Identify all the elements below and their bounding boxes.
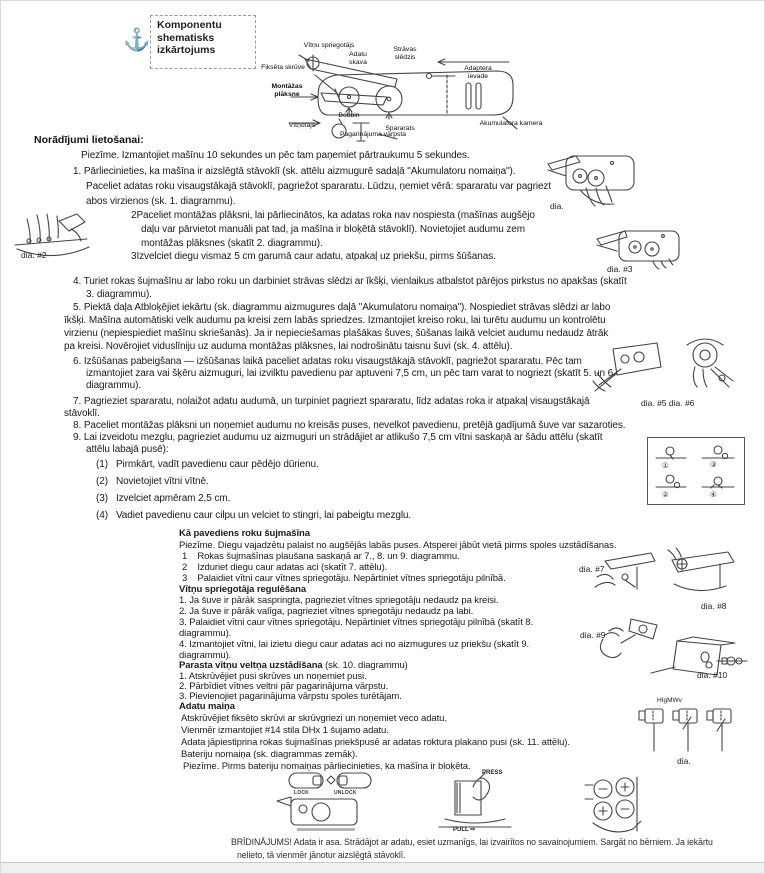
illustration-needles (639, 703, 739, 755)
illustration-batteries (583, 775, 647, 841)
dia1-label: dia. (550, 201, 564, 211)
text-line: 1. Atskrūvējiet pusi skrūves un noņemiet pusi. (179, 671, 367, 682)
text-line: 2Paceliet montāžas plāksni, lai pārliecinātos, ka adatas roka nav nospiesta (mašīnas augšējo (131, 210, 535, 221)
text-line: īkšķi. Mašīna automātiski velk audumu pa kreisi zem labās spriedzes. Izmantojiet kreiso roku, lai turētu audumu un kontrolētu (64, 315, 606, 326)
text-line: Piezīme. Izmantojiet mašīnu 10 sekundes un pēc tam paņemiet pārtraukumu 5 sekundes. (81, 150, 470, 161)
knot-steps-box (647, 437, 745, 505)
press-label: PRESS (482, 770, 503, 776)
box-line: izkārtojums (157, 44, 216, 56)
text-line: diagrammu). (179, 650, 232, 661)
illustration-dia2-hand (11, 205, 95, 255)
knot-step-line: (4) Vadiet pavedienu caur cilpu un velciet to stingri, lai pabeigtu mezglu. (96, 510, 412, 521)
box-line: shematisks (157, 31, 215, 44)
illustration-press-pull (433, 767, 535, 839)
anchor-icon: ⚓ (123, 27, 151, 52)
label-fixed-screw: Fiksēta skrūve (261, 64, 305, 71)
label-extension-shaft: Pagarinājuma vārpsta (339, 131, 407, 138)
needle-heading: Adatu maiņa (179, 701, 235, 712)
text-line: pa kreisi. Novērojiet viduslīniju uz auduma montāžas plāksnes, lai nodrošinātu taisnu šuvi (sk. 4. attēlu). (64, 341, 513, 352)
spool-heading-line (179, 660, 408, 671)
label-bobbin: Bobbin (338, 112, 360, 119)
text-line: 3. diagrammu). (86, 289, 152, 300)
label-threader: Vītņotājs (288, 122, 316, 129)
text-line: abos virzienos (sk. 1. diagrammu). (86, 196, 236, 207)
box-line: Komponentu (157, 19, 222, 31)
text-line: 2. Ja šuve ir pārāk valīga, pagrieziet vītnes spriegotāju nedaudz pa labi. (179, 606, 474, 617)
text-line: 4. Turiet rokas šujmašīnu ar labo roku un darbiniet strāvas slēdzi ar īkšķi, vienlaikus atbalstot pārējos pirkstus no apakšas (skatīt (73, 276, 627, 287)
text-line: montāžas plāksnes (skatīt 2. diagrammu). (141, 238, 323, 249)
text-line: 3Izvelciet diegu vismaz 5 cm garumā caur adatu, atpakaļ uz priekšu, pirms šūšanas. (131, 251, 496, 262)
text-line: 9. Lai izveidotu mezglu, pagrieziet audumu uz aizmuguri un strādājiet ar atlikušo 7,5 cm vītni saskaņā ar šādu attēlu (skatīt (73, 432, 603, 443)
illustration-dia1-hand-machine (546, 148, 643, 206)
text-line: Paceliet adatas roku visaugstākajā stāvoklī, pagriežot spararatu. Lūdzu, ņemiet vērā: spararatu var pagriezt (86, 181, 552, 192)
tension-heading: Vītņu spriegotāja regulēšana (179, 584, 307, 595)
warning-line: nelieto, tā vienmēr jānotur aizslēgtā stāvoklī. (237, 850, 406, 860)
illustration-lock-unlock (275, 771, 391, 835)
illustration-dia3 (595, 227, 683, 269)
usage-heading: Norādījumi lietošanai: (34, 134, 144, 146)
knot-step-number: ① (662, 461, 669, 470)
text-line: 6. Izšūšanas pabeigšana — izšūšanas laikā paceliet adatas roku visaugstākajā stāvoklī, pagriežot spararatu. Pēc tam (73, 356, 582, 367)
needles-caption: HIgMWv (657, 697, 682, 704)
illustration-dia8 (664, 544, 744, 600)
label-needle-clamp: Adatu skava (349, 51, 367, 66)
knot-step-line: (1) Pirmkārt, vadīt pavedienu caur pēdējo dūrienu. (96, 459, 319, 470)
label-mounting-plate: Montāžas plāksne (271, 83, 303, 98)
text-line: 5. Piektā daļa Atbloķējiet iekārtu (sk. diagrammu aizmugures daļā "Akumulatoru nomaiņa"). Nospiediet strāvas slēdzi ar labo (73, 302, 611, 313)
dia3-label: dia. #3 (607, 264, 633, 274)
text-line: izmantojiet zara vai šķēru aizmuguri, lai izvilktu pavedienu par aptuveni 7,5 cm, un pēc tam varat to nogriezt (skatīt 5. un 6. (86, 368, 616, 379)
text-line: Piezīme. Pirms bateriju nomaiņas pārliecinieties, ka mašīna ir bloķēta. (183, 761, 471, 772)
unlock-label: UNLOCK (334, 790, 357, 796)
text-line: 2. Pārbīdiet vītnes veltni pār pagarinājuma vārpstu. (179, 681, 389, 692)
knot-step-number: ③ (710, 460, 717, 469)
text-line: 1. Ja šuve ir pārāk saspringta, pagrieziet vītnes spriegotāju nedaudz pa kreisi. (179, 595, 499, 606)
text-line: 4. Izmantojiet vītni, lai izietu diegu caur adatas aci no aizmugures uz priekšu (skatīt 9. (179, 639, 530, 650)
knot-step-number: ④ (710, 490, 717, 499)
label-adapter-inlet: Adaptera ievade (464, 65, 492, 80)
illustration-dia5-dia6 (591, 333, 751, 403)
text-line: 3. Palaidiet vītni caur vītnes spriegotāju. Nepārtiniet vītnes spriegotāju pilnībā (skatīt 8. (179, 617, 534, 628)
knot-step-number: ② (662, 490, 669, 499)
knot-step-line: (3) Izvelciet apmēram 2,5 cm. (96, 493, 231, 504)
text-line: 2 Izduriet diegu caur adatas aci (skatīt 7. attēlu). (182, 562, 388, 573)
text-line: 3 Palaidiet vītni caur vītnes spriegotāju. Nepārtiniet vītnes spriegotāju pilnībā. (182, 573, 506, 584)
text-line: virzienu (nepiespiediet mašīnu skriešanās). Ja ir nepieciešamas plašākas šuves, šūšanas laikā velciet audumu nedaudz ātrāk (64, 328, 609, 339)
component-layout-box (150, 15, 256, 69)
text-line: diagrammu). (179, 628, 232, 639)
dia10-label: dia. #10 (697, 670, 728, 680)
label-battery-chamber: Akumulatora kamera (479, 120, 543, 127)
text-line: daļu var pārvietot manuāli pat tad, ja mašīna ir bloķētā stāvoklī). Novietojiet audumu zem (141, 224, 525, 235)
dia11-label: dia. (677, 756, 691, 766)
dia56-label: dia. #5 dia. #6 (641, 398, 695, 408)
pull-label: PULL ⇨ (453, 827, 476, 833)
text-line: Bateriju nomaiņa (sk. diagrammas zemāk). (181, 749, 358, 760)
text-line: 3. Pievienojiet pagarinājuma vārpstu spoles turētājam. (179, 691, 402, 702)
spool-heading: Parasta vītņu veltņa uzstādīšana (179, 660, 323, 671)
text-line: 1 Rokas šujmašīnas plaušana saskaņā ar 7., 8. un 9. diagrammu. (182, 551, 460, 562)
lock-label: LOCK (294, 790, 309, 796)
text-line: diagrammu). (86, 380, 142, 391)
page-footer-strip (1, 862, 765, 874)
spool-heading-suffix: (sk. 10. diagrammu) (322, 660, 408, 671)
text-line: 1. Pārliecinieties, ka mašīna ir aizslēgtā stāvoklī (sk. attēlu aizmugurē sadaļā "Akumulatoru nomaiņa"). (73, 166, 516, 177)
text-line: stāvoklī. (64, 408, 100, 419)
text-line: Piezīme. Diegu vajadzētu palaist no augšējās labās puses. Atsperei jābūt vietā pirms spoles uzstādīšanas. (179, 540, 617, 551)
knot-step-line: (2) Novietojiet vītni vītnē. (96, 476, 209, 487)
dia8-label: dia. #8 (701, 601, 727, 611)
text-line: Vienmēr izmantojiet #14 stila DHx 1 šujamo adatu. (181, 725, 389, 736)
warning-line: BRĪDINĀJUMS! Adata ir asa. Strādājot ar adatu, esiet uzmanīgs, lai izvairītos no savainojumiem. Sargāt no bērniem. Ja iekārtu (231, 837, 713, 847)
text-line: attēlu labajā pusē): (86, 444, 169, 455)
text-line: 8. Paceliet montāžas plāksni un noņemiet audumu no kreisās puses, nevelkot pavedienu, pretējā gadījumā šuve var sazaroties. (73, 420, 626, 431)
illegible-caption-strip (297, 828, 355, 831)
label-handwheel: Spararats (385, 125, 415, 132)
label-thread-tensioner: Vītņu spriegotājs (303, 42, 355, 49)
dia9-label: dia. #9 (580, 630, 606, 640)
text-line: Adata jāpiestiprina rokas šujmašīnas priekšpusē ar adatas roktura plakano pusi (sk. 11. attēlu). (181, 737, 570, 748)
text-line: Atskrūvējiet fiksēto skrūvi ar skrūvgriezi un noņemiet veco adatu. (181, 713, 447, 724)
text-line: 7. Pagrieziet spararatu, nolaižot adatu audumā, un turpiniet pagriezt spararatu, līdz adatas roka ir atpakaļ visaugstākajā (73, 396, 590, 407)
label-power-switch: Strāvas slēdzis (393, 46, 417, 61)
illustration-dia7 (595, 547, 665, 597)
dia7-label: dia. #7 (579, 564, 605, 574)
dia2-label: dia. #2 (21, 250, 47, 260)
threading-heading: Kā pavediens roku šujmašīna (179, 528, 310, 539)
